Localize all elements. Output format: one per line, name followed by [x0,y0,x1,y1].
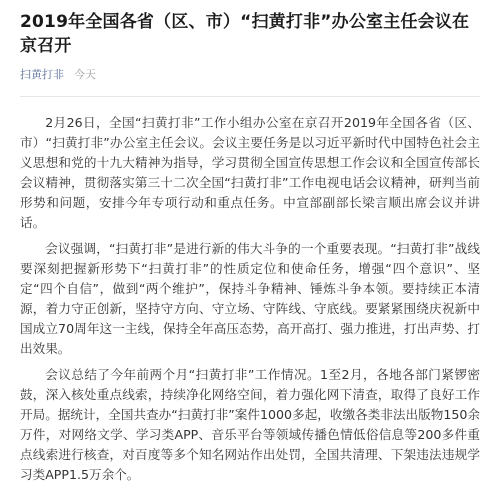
article-body [20,113,480,485]
article-paragraph-2: 会议强调，“扫黄打非”是进行新的伟大斗争的一个重要表现。“扫黄打非”战线要深刻把握新形势下“扫黄打非”的性质定位和使命任务，增强“四个意识”、坚定“四个自信”，做到“两个维护”，保持斗争精神、锤炼斗争本领。要持续正本清源，着力守正创新，坚持守方向、守立场、守阵线、守底线。要紧紧围绕庆祝新中国成立70周年这一主线，保持全年高压态势，高开高打、强力推进，打出声势、打出效果。 [20,241,480,356]
header-divider [20,96,480,97]
article-paragraph-3: 会议总结了今年前两个月“扫黄打非”工作情况。1至2月，各地各部门紧锣密鼓，深入核处重点线索，持续净化网络空间，着力强化网下清查，取得了良好工作开局。据统计，全国共查办“扫黄打非”案件1000多起，收缴各类非法出版物150余万件，对网络文学、学习类APP、音乐平台等领域传播色情低俗信息等200多件重点线索进行核查，对百度等多个知名网站作出处罚，全国共清理、下架违法违规学习类APP1.5万余个。 [20,367,480,482]
account-name-link[interactable]: 扫黄打非 [20,68,64,81]
article-meta [20,66,480,84]
article-paragraph-1: 2月26日，全国“扫黄打非”工作小组办公室在京召开2019年全国各省（区、市）“扫黄打非”办公室主任会议。会议主要任务是以习近平新时代中国特色社会主义思想和党的十九大精神为指导，学习贯彻全国宣传思想工作会议和全国宣传部长会议精神，贯彻落实第三十二次全国“扫黄打非”工作电视电话会议精神，研判当前形势和问题，安排今年专项行动和重点任务。中宣部副部长梁言顺出席会议并讲话。 [20,115,480,230]
publish-date: 今天 [74,68,96,81]
article-title: 2019年全国各省（区、市）“扫黄打非”办公室主任会议在京召开 [20,12,470,56]
